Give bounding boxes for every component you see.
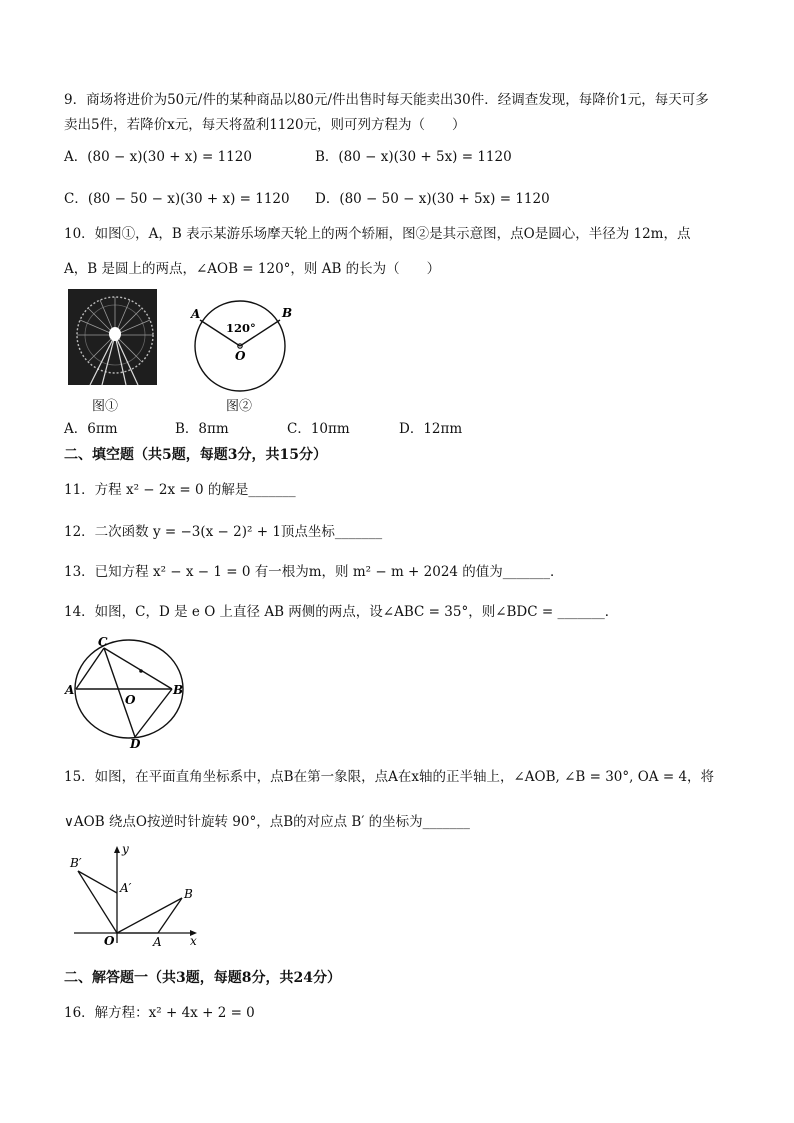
q14-label-c: C: [98, 636, 108, 649]
q10-option-b: B．8πm: [175, 421, 229, 437]
ferris-wheel-photo: [68, 289, 157, 385]
q10-option-a: A．6πm: [64, 421, 118, 437]
ferris-wheel-photo-graphic: [68, 289, 157, 385]
fig2-label-a: A: [191, 307, 201, 321]
fig2-label-o: O: [235, 349, 246, 363]
q14-label-a: A: [65, 683, 75, 697]
q10-option-c: C．10πm: [287, 421, 350, 437]
q16-text: 16．解方程：x² + 4x + 2 = 0: [64, 1005, 255, 1021]
q12-text: 12．二次函数 y = −3(x − 2)² + 1顶点坐标_______: [64, 524, 383, 540]
section-fill-in-title: 二、填空题（共5题，每题3分，共15分）: [64, 447, 327, 463]
q15-label-b: B: [184, 887, 193, 901]
q15-label-x-axis: x: [190, 934, 197, 948]
q15-label-y-axis: y: [122, 843, 129, 856]
fig2-label-b: B: [282, 306, 293, 320]
q15-label-a-prime: A′: [120, 881, 132, 895]
q14-label-d: D: [130, 737, 141, 751]
fig2-label-angle: 120°: [226, 321, 256, 335]
q13-text: 13．已知方程 x² − x − 1 = 0 有一根为m，则 m² − m + 2024 的值为_______．: [64, 564, 564, 580]
q14-label-o: O: [125, 693, 136, 707]
circle-diagram-fig2: [188, 298, 293, 393]
fig1-caption: 图①: [92, 399, 119, 414]
q15-label-o: O: [104, 934, 115, 948]
rotation-coordinate-diagram: [66, 843, 206, 948]
q9-option-d: D．(80 − 50 − x)(30 + 5x) = 1120: [315, 191, 550, 207]
q9-option-c: C．(80 − 50 − x)(30 + x) = 1120: [64, 191, 290, 207]
fig2-caption: 图②: [226, 399, 253, 414]
section-solve-title: 二、解答题一（共3题，每题8分，共24分）: [64, 970, 341, 986]
q9-option-b: B．(80 − x)(30 + 5x) = 1120: [315, 149, 512, 165]
q15-label-b-prime: B′: [70, 856, 82, 870]
q15-stem-line1: 15．如图，在平面直角坐标系中，点B在第一象限，点A在x轴的正半轴上，∠AOB, ∠B = 30°, OA = 4，将: [64, 769, 715, 785]
q10-stem-line2: A，B 是圆上的两点，∠AOB = 120°，则 AB 的长为（ ）: [64, 261, 441, 277]
q14-label-b: B: [173, 683, 184, 697]
q9-stem-line1: 9．商场将进价为50元/件的某种商品以80元/件出售时每天能卖出30件．经调查发现，每降价1元，每天可多: [64, 92, 709, 108]
q10-option-d: D．12πm: [399, 421, 463, 437]
q10-stem-line1: 10．如图①，A，B 表示某游乐场摩天轮上的两个轿厢，图②是其示意图，点O是圆心，半径为 12m，点: [64, 226, 691, 242]
q11-text: 11．方程 x² − 2x = 0 的解是_______: [64, 482, 296, 498]
q9-stem-line2: 卖出5件，若降价x元，每天将盈利1120元，则可列方程为（ ）: [64, 117, 466, 133]
circle-diameter-diagram: [62, 636, 187, 751]
q9-option-a: A．(80 − x)(30 + x) = 1120: [64, 149, 252, 165]
q14-text: 14．如图，C，D 是 e O 上直径 AB 两侧的两点，设∠ABC = 35°，则∠BDC = _______．: [64, 604, 619, 620]
q15-stem-line2: ∨AOB 绕点O按逆时针旋转 90°，点B的对应点 B′ 的坐标为_______: [64, 814, 470, 830]
q15-label-a: A: [153, 935, 162, 948]
